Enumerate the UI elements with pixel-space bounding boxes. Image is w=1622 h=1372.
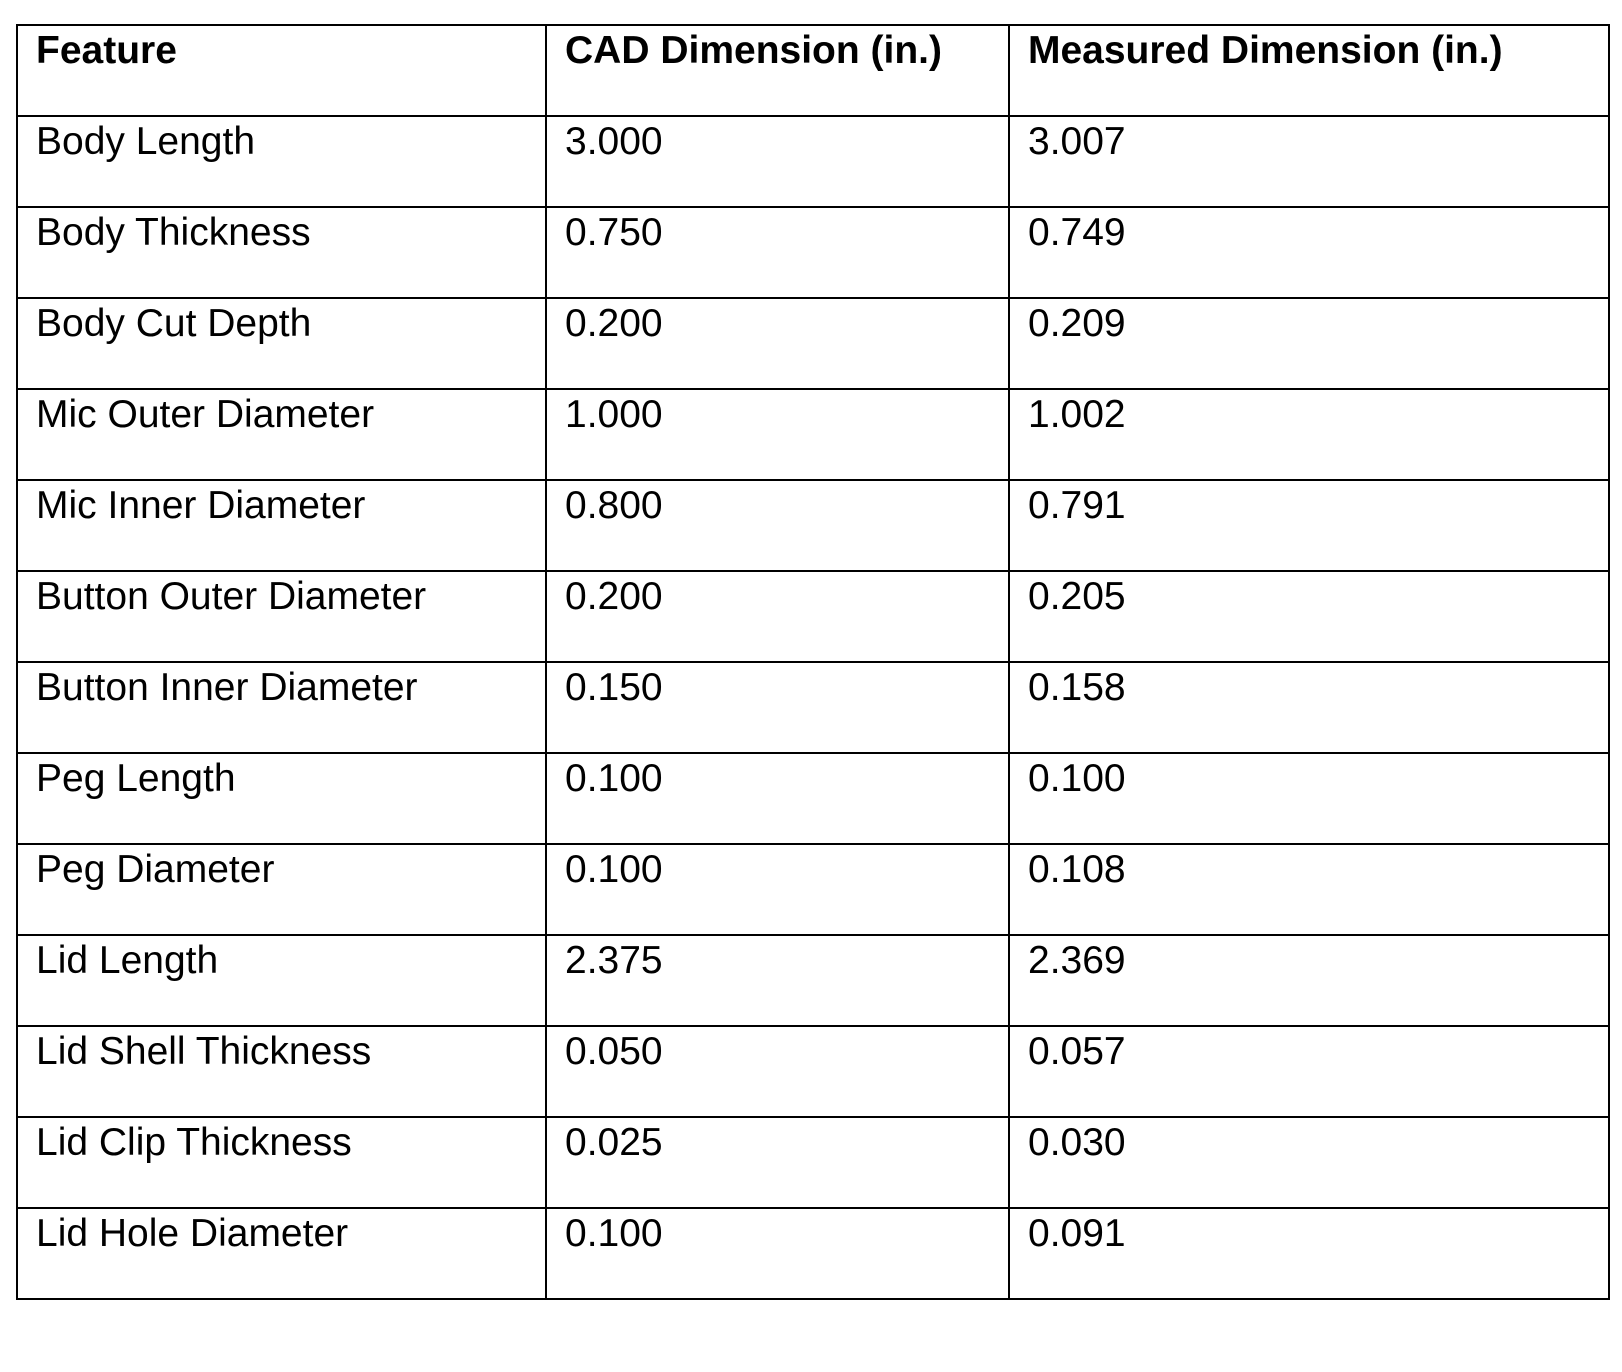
measured-value-cell: 2.369 bbox=[1009, 935, 1609, 1026]
table-row bbox=[17, 753, 1609, 844]
feature-cell: Body Cut Depth bbox=[17, 298, 546, 389]
feature-cell: Body Length bbox=[17, 116, 546, 207]
feature-cell: Peg Diameter bbox=[17, 844, 546, 935]
table-body bbox=[17, 116, 1609, 1299]
measured-value-cell: 0.091 bbox=[1009, 1208, 1609, 1299]
feature-cell: Lid Shell Thickness bbox=[17, 1026, 546, 1117]
feature-cell: Body Thickness bbox=[17, 207, 546, 298]
measured-value-cell: 0.791 bbox=[1009, 480, 1609, 571]
cad-value-cell: 0.750 bbox=[546, 207, 1009, 298]
cad-value-cell: 3.000 bbox=[546, 116, 1009, 207]
table-row bbox=[17, 389, 1609, 480]
measured-value-cell: 0.108 bbox=[1009, 844, 1609, 935]
header-cad-dimension: CAD Dimension (in.) bbox=[546, 25, 1009, 116]
feature-cell: Button Inner Diameter bbox=[17, 662, 546, 753]
cad-value-cell: 0.050 bbox=[546, 1026, 1009, 1117]
measured-value-cell: 0.158 bbox=[1009, 662, 1609, 753]
dimension-comparison-table bbox=[16, 24, 1610, 1300]
cad-value-cell: 0.100 bbox=[546, 753, 1009, 844]
measured-value-cell: 0.749 bbox=[1009, 207, 1609, 298]
cad-value-cell: 0.800 bbox=[546, 480, 1009, 571]
feature-cell: Lid Hole Diameter bbox=[17, 1208, 546, 1299]
cad-value-cell: 0.025 bbox=[546, 1117, 1009, 1208]
cad-value-cell: 0.100 bbox=[546, 844, 1009, 935]
table-row bbox=[17, 116, 1609, 207]
header-row bbox=[17, 25, 1609, 116]
cad-value-cell: 1.000 bbox=[546, 389, 1009, 480]
table-row bbox=[17, 1208, 1609, 1299]
feature-cell: Mic Inner Diameter bbox=[17, 480, 546, 571]
header-feature: Feature bbox=[17, 25, 546, 116]
feature-cell: Button Outer Diameter bbox=[17, 571, 546, 662]
measured-value-cell: 1.002 bbox=[1009, 389, 1609, 480]
table-row bbox=[17, 571, 1609, 662]
header-measured-dimension: Measured Dimension (in.) bbox=[1009, 25, 1609, 116]
table-row bbox=[17, 662, 1609, 753]
table-row bbox=[17, 298, 1609, 389]
cad-value-cell: 0.200 bbox=[546, 571, 1009, 662]
measured-value-cell: 0.209 bbox=[1009, 298, 1609, 389]
table-row bbox=[17, 480, 1609, 571]
cad-value-cell: 2.375 bbox=[546, 935, 1009, 1026]
table-header bbox=[17, 25, 1609, 116]
cad-value-cell: 0.150 bbox=[546, 662, 1009, 753]
table-row bbox=[17, 844, 1609, 935]
feature-cell: Mic Outer Diameter bbox=[17, 389, 546, 480]
measured-value-cell: 0.057 bbox=[1009, 1026, 1609, 1117]
cad-value-cell: 0.100 bbox=[546, 1208, 1009, 1299]
measured-value-cell: 0.030 bbox=[1009, 1117, 1609, 1208]
table-row bbox=[17, 1026, 1609, 1117]
measured-value-cell: 0.100 bbox=[1009, 753, 1609, 844]
feature-cell: Lid Length bbox=[17, 935, 546, 1026]
cad-value-cell: 0.200 bbox=[546, 298, 1009, 389]
measured-value-cell: 0.205 bbox=[1009, 571, 1609, 662]
measured-value-cell: 3.007 bbox=[1009, 116, 1609, 207]
table-row bbox=[17, 935, 1609, 1026]
table-row bbox=[17, 1117, 1609, 1208]
feature-cell: Peg Length bbox=[17, 753, 546, 844]
feature-cell: Lid Clip Thickness bbox=[17, 1117, 546, 1208]
table-row bbox=[17, 207, 1609, 298]
